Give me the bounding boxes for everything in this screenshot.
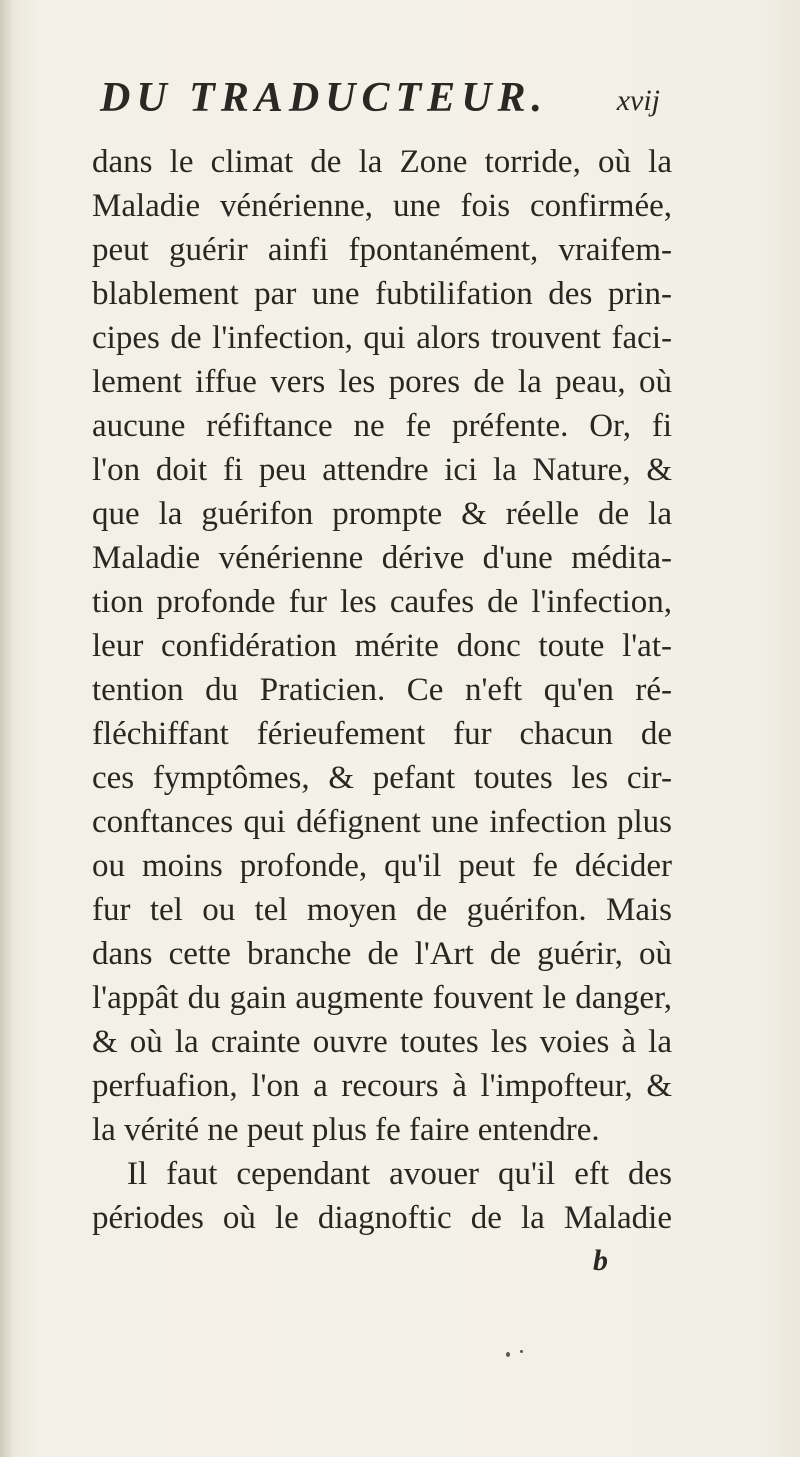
- text-line: fur tel ou tel moyen de guérifon. Mais: [92, 892, 672, 928]
- ink-speck: [520, 1350, 523, 1353]
- ink-speck: [506, 1352, 510, 1357]
- text-line: leur confidération mérite donc toute l'at-: [92, 628, 672, 664]
- text-line: Maladie vénérienne, une fois confirmée,: [92, 188, 672, 224]
- text-line: conftances qui défignent une infection plus: [92, 804, 672, 840]
- text-line: & où la crainte ouvre toutes les voies à la: [92, 1024, 672, 1060]
- text-line: fléchiffant férieufement fur chacun de: [92, 716, 672, 752]
- text-line: dans le climat de la Zone torride, où la: [92, 144, 672, 180]
- binding-shadow: [0, 0, 14, 1457]
- text-line: perfuafion, l'on a recours à l'impofteur, &: [92, 1068, 672, 1104]
- text-line: périodes où le diagnoftic de la Maladie: [92, 1200, 672, 1236]
- text-line: l'on doit fi peu attendre ici la Nature, &: [92, 452, 672, 488]
- page-number: xvij: [616, 84, 660, 117]
- text-line: ces fymptômes, & pefant toutes les cir-: [92, 760, 672, 796]
- text-line: tention du Praticien. Ce n'eft qu'en ré-: [92, 672, 672, 708]
- signature-mark: b: [593, 1244, 608, 1277]
- text-line: dans cette branche de l'Art de guérir, où: [92, 936, 672, 972]
- text-line: blablement par une fubtilifation des prin-: [92, 276, 672, 312]
- running-head: DU TRADUCTEUR.: [100, 75, 549, 121]
- page-header: [100, 74, 660, 124]
- text-line: aucune réfiftance ne fe préfente. Or, fi: [92, 408, 672, 444]
- text-line: lement iffue vers les pores de la peau, où: [92, 364, 672, 400]
- text-line: que la guérifon prompte & réelle de la: [92, 496, 672, 532]
- text-line: peut guérir ainfi fpontanément, vraifem-: [92, 232, 672, 268]
- text-line: tion profonde fur les caufes de l'infection,: [92, 584, 672, 620]
- text-line: cipes de l'infection, qui alors trouvent faci-: [92, 320, 672, 356]
- ink-specks: [506, 1350, 536, 1360]
- text-line: ou moins profonde, qu'il peut fe décider: [92, 848, 672, 884]
- text-line: Maladie vénérienne dérive d'une médita-: [92, 540, 672, 576]
- text-line: l'appât du gain augmente fouvent le danger,: [92, 980, 672, 1016]
- text-line-indented: Il faut cependant avouer qu'il eft des: [127, 1156, 672, 1192]
- text-line: la vérité ne peut plus fe faire entendre.: [92, 1112, 600, 1148]
